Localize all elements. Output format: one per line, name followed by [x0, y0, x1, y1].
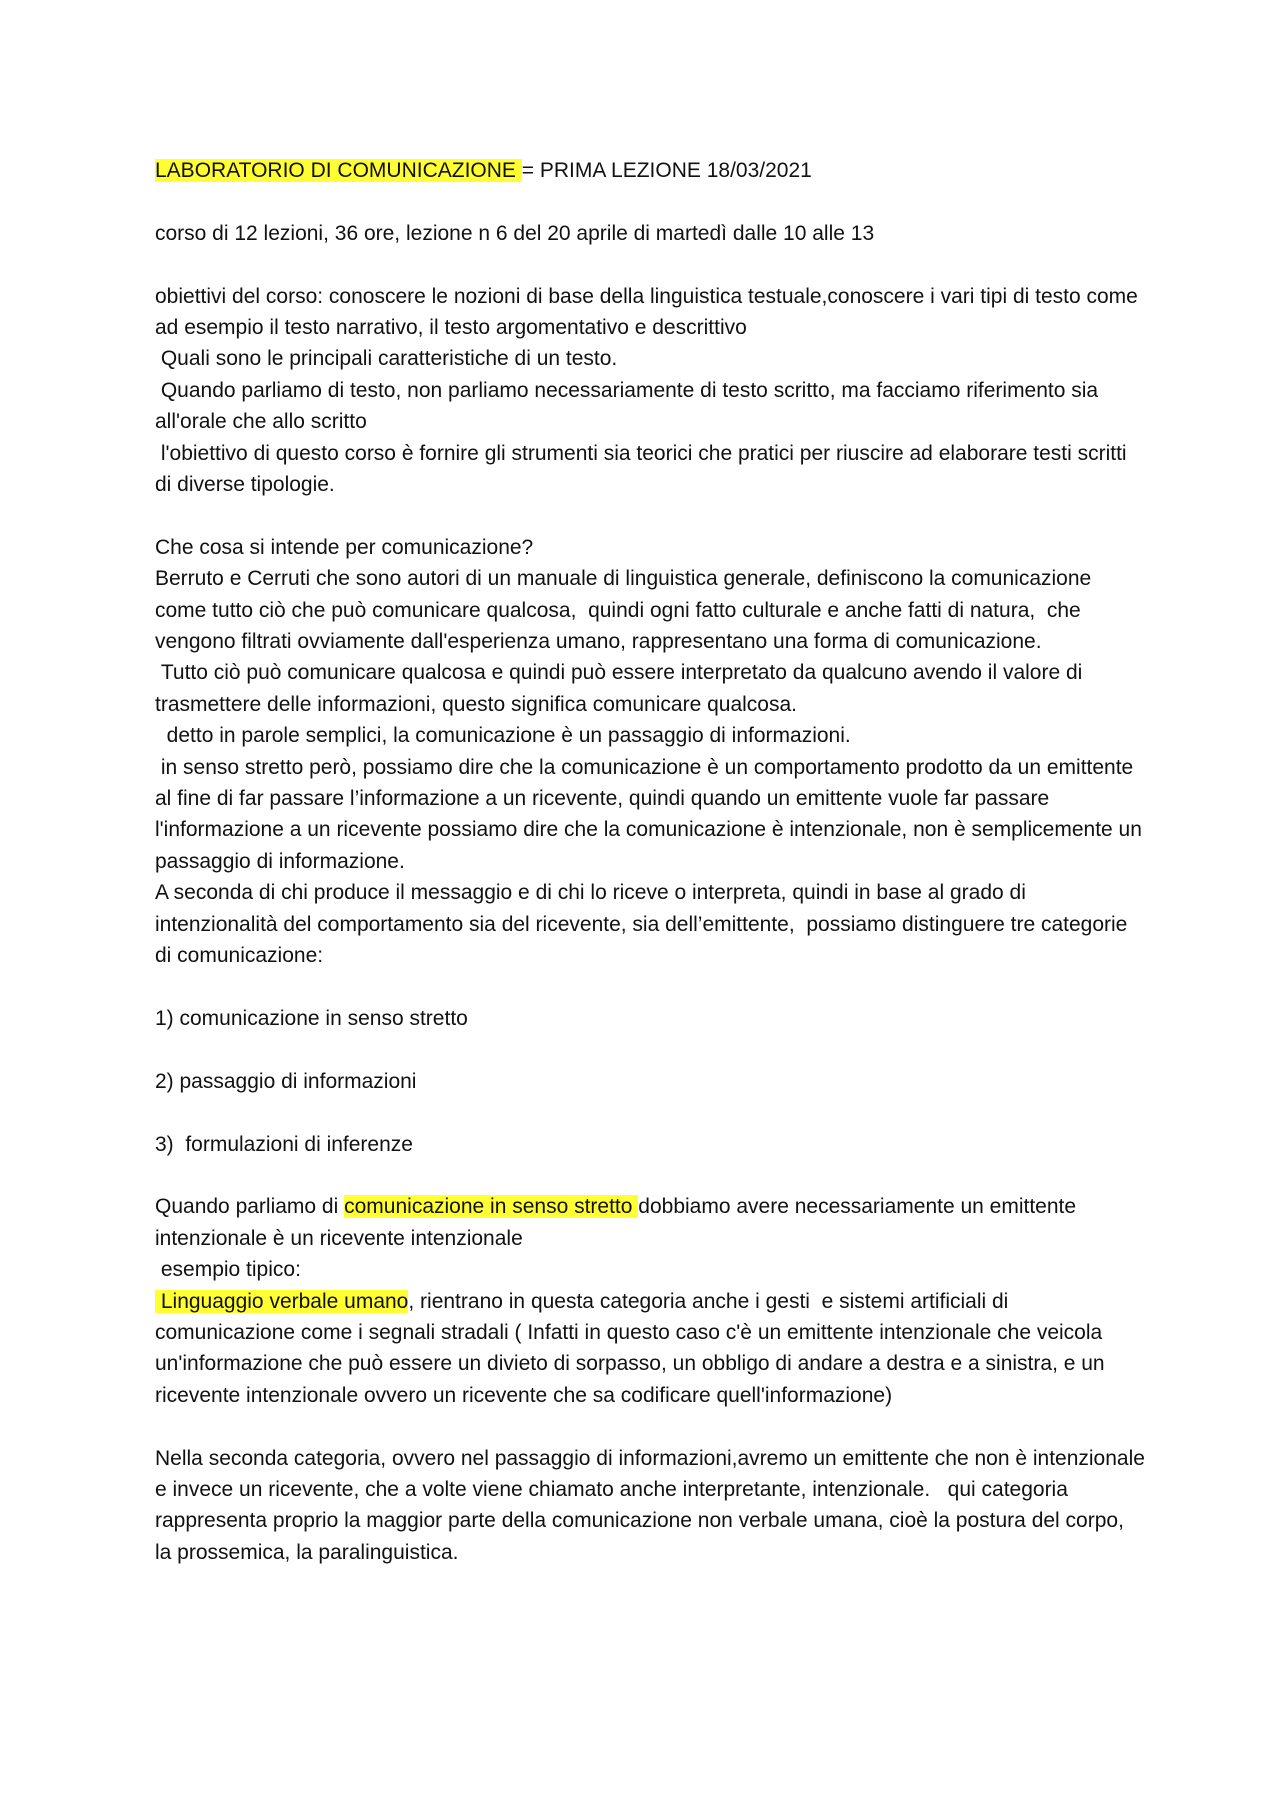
paragraph-gap	[155, 972, 1145, 1003]
berruto-paragraph: Berruto e Cerruti che sono autori di un manuale di linguistica generale, definiscono la comunicazione come tutto ciò che può comunicare qualcosa, quindi ogni fatto culturale e anche fatti di natura, che vengono filtrati ovviamente dall'esperienza umano, rappresentano una forma di comunicazione.	[155, 567, 1098, 654]
strict-communication-paragraph	[155, 1191, 1145, 1254]
second-category-paragraph: Nella seconda categoria, ovvero nel passaggio di informazioni,avremo un emittente che non è intenzionale e invece un ricevente, che a volte viene chiamato anche interpretante, intenzionale. qui categoria rappresenta proprio la maggior parte della comunicazione non verbale umana, cioè la postura del corpo, la prossemica, la paralinguistica.	[155, 1446, 1151, 1564]
course-goal-line: l'obiettivo di questo corso è fornire gli strumenti sia teorici che pratici per riuscire ad elaborare testi scritti di diverse tipologie.	[155, 441, 1133, 497]
strict-pre: Quando parliamo di	[155, 1195, 345, 1219]
course-info: corso di 12 lezioni, 36 ore, lezione n 6 del 20 aprile di martedì dalle 10 alle 13	[155, 221, 875, 245]
example-line: esempio tipico:	[155, 1258, 301, 1282]
tutto-cio-paragraph: Tutto ciò può comunicare qualcosa e quindi può essere interpretato da qualcuno avendo il valore di trasmettere delle informazioni, questo significa comunicare qualcosa.	[155, 661, 1089, 716]
verbal-language-rest: , rientrano in questa categoria anche i gesti e sistemi artificiali di comunicazione come i segnali stradali ( Infatti in questo caso c'è un emittente intenzionale che veicola un'informazione che può essere un divieto di sorpasso, un obbligo di andare a destra e a sinistra, e un ricevente intenzionale ovvero un ricevente che sa codificare quell'informazione)	[155, 1289, 1111, 1407]
strict-post: dobbiamo avere necessariamente un emittente intenzionale è un ricevente intenzionale	[155, 1195, 1082, 1250]
title-rest: = PRIMA LEZIONE 18/03/2021	[521, 159, 812, 182]
paragraph-gap	[155, 1160, 1145, 1191]
senso-stretto-paragraph: in senso stretto però, possiamo dire che la comunicazione è un comportamento prodotto da un emittente al fine di far passare l’informazione a un ricevente, quindi quando un emittente vuole far passare l'informazione a un ricevente possiamo dire che la comunicazione è intenzionale, non è semplicemente un passaggio di informazione.	[155, 755, 1148, 873]
verbal-language-paragraph	[155, 1286, 1145, 1412]
paragraph-gap	[155, 1411, 1145, 1442]
paragraph-gap	[155, 1097, 1145, 1128]
paragraph-gap	[155, 500, 1145, 531]
document-page	[155, 155, 1151, 1568]
title-highlight: LABORATORIO DI COMUNICAZIONE	[155, 159, 522, 182]
list-item: 1) comunicazione in senso stretto	[155, 1006, 468, 1030]
categories-intro-paragraph: A seconda di chi produce il messaggio e di chi lo riceve o interpreta, quindi in base al grado di intenzionalità del comportamento sia del ricevente, sia dell’emittente, possiamo distinguere tre categorie di comunicazione:	[155, 881, 1134, 968]
paragraph-gap	[155, 249, 1145, 280]
document-title	[155, 155, 1145, 186]
text-definition-line: Quando parliamo di testo, non parliamo necessariamente di testo scritto, ma facciamo riferimento sia all'orale che allo scritto	[155, 378, 1104, 434]
detto-line: detto in parole semplici, la comunicazione è un passaggio di informazioni.	[155, 724, 851, 748]
paragraph-gap	[155, 186, 1145, 217]
paragraph-gap	[155, 1034, 1145, 1065]
characteristics-line: Quali sono le principali caratteristiche di un testo.	[155, 347, 618, 371]
objectives-paragraph: obiettivi del corso: conoscere le nozioni di base della linguistica testuale,conoscere i vari tipi di testo come ad esempio il testo narrativo, il testo argomentativo e descrittivo	[155, 284, 1144, 339]
list-item: 3) formulazioni di inferenze	[155, 1132, 413, 1156]
verbal-language-highlight: Linguaggio verbale umano	[155, 1289, 409, 1313]
question-line: Che cosa si intende per comunicazione?	[155, 535, 534, 559]
strict-highlight: comunicazione in senso stretto	[344, 1195, 639, 1219]
list-item: 2) passaggio di informazioni	[155, 1069, 417, 1093]
